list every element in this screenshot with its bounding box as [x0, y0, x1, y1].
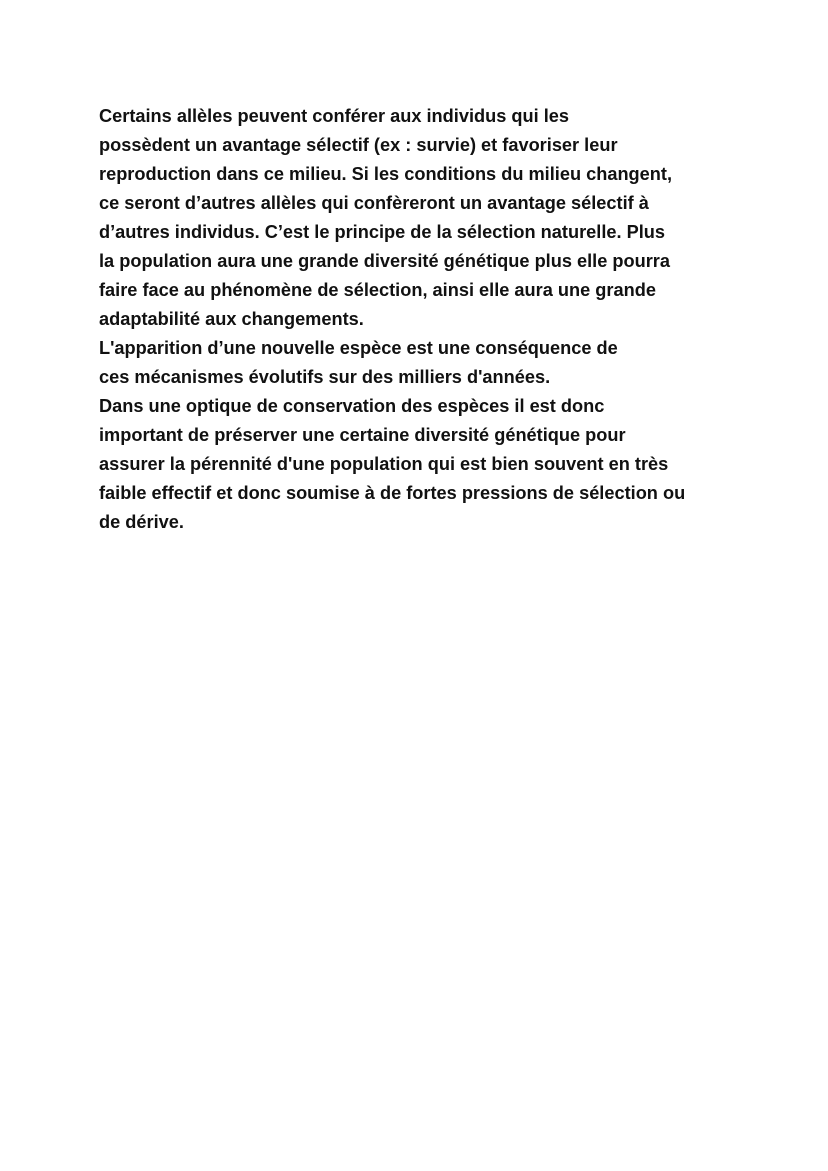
- text-line: la population aura une grande diversité génétique plus elle pourra: [99, 251, 670, 271]
- text-line: Certains allèles peuvent conférer aux individus qui les: [99, 106, 569, 126]
- text-line: adaptabilité aux changements.: [99, 309, 364, 329]
- text-line: assurer la pérennité d'une population qui est bien souvent en très: [99, 454, 669, 474]
- text-line: L'apparition d’une nouvelle espèce est une conséquence de: [99, 338, 618, 358]
- text-line: reproduction dans ce milieu. Si les conditions du milieu changent,: [99, 164, 672, 184]
- text-line: faible effectif et donc soumise à de fortes pressions de sélection ou: [99, 483, 686, 503]
- text-line: possèdent un avantage sélectif (ex : survie) et favoriser leur: [99, 135, 618, 155]
- text-line: Dans une optique de conservation des espèces il est donc: [99, 396, 605, 416]
- body-text: [99, 102, 759, 537]
- text-line: ces mécanismes évolutifs sur des milliers d'années.: [99, 367, 551, 387]
- text-line: ce seront d’autres allèles qui confèreront un avantage sélectif à: [99, 193, 649, 213]
- text-line: d’autres individus. C’est le principe de la sélection naturelle. Plus: [99, 222, 665, 242]
- text-line: faire face au phénomène de sélection, ainsi elle aura une grande: [99, 280, 656, 300]
- text-line: de dérive.: [99, 512, 184, 532]
- text-line: important de préserver une certaine diversité génétique pour: [99, 425, 626, 445]
